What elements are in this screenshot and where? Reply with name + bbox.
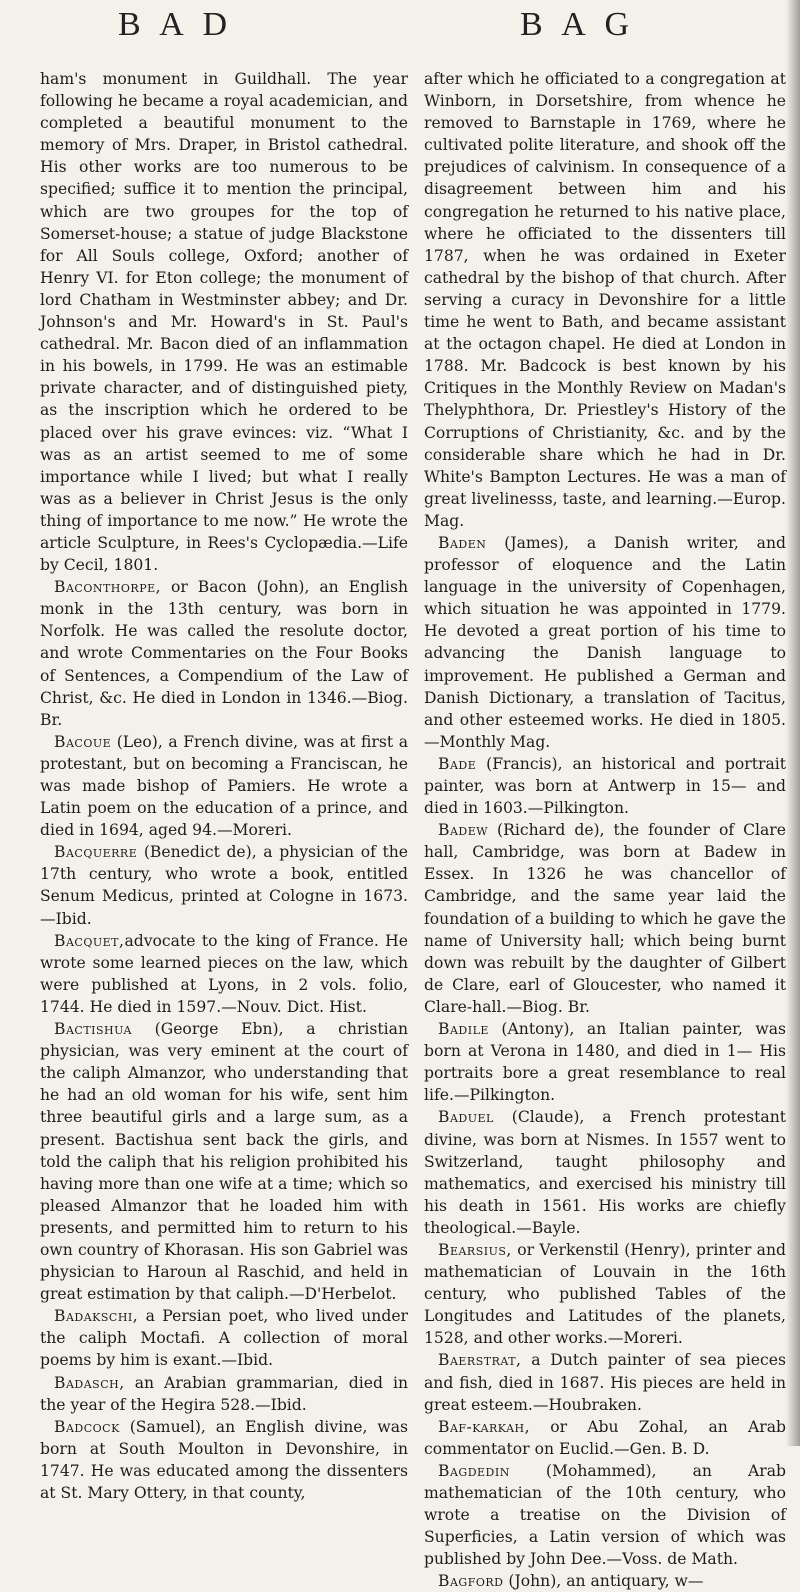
entry-text: (Antony), an Italian painter, was born at Verona in 1480, and died in 1— His portraits bore a great resemblance to real life.—Pilkington. bbox=[424, 1020, 786, 1105]
entry-headword: Bagford bbox=[438, 1572, 504, 1591]
entry-headword: Bagdedin bbox=[438, 1461, 510, 1480]
entry-text: (John), an antiquary, w— bbox=[503, 1572, 704, 1591]
dictionary-entry bbox=[40, 1018, 408, 1305]
entry-headword: Baerstrat, bbox=[438, 1351, 522, 1370]
entry-headword: Badile bbox=[438, 1020, 489, 1039]
entry-headword: Baconthorpe, bbox=[54, 578, 162, 597]
left-column bbox=[40, 68, 408, 1504]
entry-text: a Dutch painter of sea pieces and fish, died in 1687. His pieces are held in great esteem.—Houbraken. bbox=[424, 1351, 786, 1414]
entry-text: (Richard de), the founder of Clare hall, Cambridge, was born at Badew in Essex. In 1326 he was chancellor of Cambridge, and the same year laid the foundation of a building to which he gave the name of University hall; which being burnt down was rebuilt by the daughter of Gilbert de Clare, earl of Gloucester, who named it Clare-hall.—Biog. Br. bbox=[424, 821, 786, 1016]
entry-text: ham's monument in Guildhall. The year following he became a royal academician, and completed a beautiful monument to the memory of Mrs. Draper, in Bristol cathedral. His other works are too numerous to be specified; suffice it to mention the principal, which are two groupes for the top of Somerset-house; a statue of judge Blackstone for All Souls college, Oxford; another of Henry VI. for Eton college; the monument of lord Chatham in Westminster abbey; and Dr. Johnson's and Mr. Howard's in St. Paul's cathedral. Mr. Bacon died of an inflammation in his bowels, in 1799. He was an estimable private character, and of distinguished piety, as the inscription which he ordered to be placed over his grave evinces: viz. “What I was as an artist seemed to me of some importance while I lived; but what I really was as a believer in Christ Jesus is the only thing of importance to me now.” He wrote the article Sculpture, in Rees's Cyclopædia.—Life by Cecil, 1801. bbox=[40, 70, 408, 575]
dictionary-entry bbox=[40, 1372, 408, 1416]
entry-text: or Bacon (John), an English monk in the 13th century, was born in Norfolk. He was called the resolute doctor, and wrote Commentaries on the Four Books of Sentences, a Compendium of the Law of Christ, &c. He died in London in 1346.—Biog. Br. bbox=[40, 578, 408, 729]
running-head bbox=[0, 6, 800, 58]
entry-text: (Leo), a French divine, was at first a protestant, but on becoming a Franciscan, he was made bishop of Pamiers. He wrote a Latin poem on the education of a prince, and died in 1694, aged 94.—Moreri. bbox=[40, 732, 408, 840]
dictionary-entry bbox=[424, 1106, 786, 1239]
entry-headword: Badasch, bbox=[54, 1373, 125, 1392]
dictionary-entry bbox=[40, 930, 408, 1018]
entry-headword: Baf-karkah, bbox=[438, 1417, 531, 1436]
dictionary-entry bbox=[424, 1570, 786, 1592]
dictionary-entry bbox=[40, 1305, 408, 1371]
dictionary-entry bbox=[424, 753, 786, 819]
entry-headword: Bacoue bbox=[54, 732, 112, 751]
dictionary-entry bbox=[424, 819, 786, 1018]
entry-headword: Badakschi, bbox=[54, 1307, 139, 1326]
entry-text: advocate to the king of France. He wrote some learned pieces on the law, which were published at Lyons, in 2 vols. folio, 1744. He died in 1597.—Nouv. Dict. Hist. bbox=[40, 931, 408, 1016]
right-column bbox=[424, 68, 786, 1592]
dictionary-entry bbox=[40, 841, 408, 929]
entry-headword: Bacquerre bbox=[54, 843, 138, 862]
entry-text: an Arabian grammarian, died in the year of the Hegira 528.—Ibid. bbox=[40, 1373, 408, 1414]
running-head-left: B A D bbox=[118, 6, 234, 43]
entry-headword: Bacquet, bbox=[54, 931, 125, 950]
entry-headword: Baduel bbox=[438, 1108, 494, 1127]
running-head-right: B A G bbox=[520, 6, 636, 43]
entry-text: (Samuel), an English divine, was born at South Moulton in Devonshire, in 1747. He was educated among the dissenters at St. Mary Ottery, in that county, bbox=[40, 1417, 408, 1502]
entry-text: or Abu Zohal, an Arab commentator on Euclid.—Gen. B. D. bbox=[424, 1417, 786, 1458]
entry-text: (Francis), an historical and portrait painter, was born at Antwerp in 15— and died in 1603.—Pilkington. bbox=[424, 754, 786, 818]
entry-text: or Verkenstil (Henry), printer and mathematician of Louvain in the 16th century, who published Tables of the Longitudes and Latitudes of the planets, 1528, and other works.—Moreri. bbox=[424, 1240, 786, 1348]
dictionary-entry bbox=[424, 68, 786, 532]
entry-text: (Benedict de), a physician of the 17th century, who wrote a book, entitled Senum Medicus, printed at Cologne in 1673.—Ibid. bbox=[40, 843, 408, 928]
entry-headword: Badcock bbox=[54, 1417, 120, 1436]
dictionary-entry bbox=[424, 1416, 786, 1460]
entry-text: a Persian poet, who lived under the caliph Moctafi. A collection of moral poems by him is exant.—Ibid. bbox=[40, 1307, 408, 1370]
entry-headword: Bactishua bbox=[54, 1020, 133, 1039]
entry-text: (Claude), a French protestant divine, was born at Nismes. In 1557 went to Switzerland, taught philosophy and mathematics, and exercised his ministry till his death in 1561. His works are chiefly theological.—Bayle. bbox=[424, 1108, 786, 1237]
entry-text: (James), a Danish writer, and professor of eloquence and the Latin language in the university of Copenhagen, which situation he was appointed in 1779. He devoted a great portion of his time to advancing the Danish language to improvement. He published a German and Danish Dictionary, a translation of Tacitus, and other esteemed works. He died in 1805.—Monthly Mag. bbox=[424, 533, 786, 751]
dictionary-entry bbox=[40, 731, 408, 841]
entry-headword: Badew bbox=[438, 821, 489, 840]
dictionary-entry bbox=[424, 1460, 786, 1570]
entry-text: (George Ebn), a christian physician, was very eminent at the court of the caliph Almanzor, who understanding that he had an old woman for his wife, sent him three beautiful girls and a large sum, as a present. Bactishua sent back the girls, and told the caliph that his religion prohibited his having more than one wife at a time; which so pleased Almanzor that he loaded him with presents, and permitted him to return to his own country of Khorasan. His son Gabriel was physician to Haroun al Raschid, and held in great estimation by that caliph.—D'Herbelot. bbox=[40, 1020, 408, 1304]
dictionary-entry bbox=[424, 1349, 786, 1415]
entry-headword: Bade bbox=[438, 754, 477, 773]
entry-text: (Mohammed), an Arab mathematician of the 10th century, who wrote a treatise on the Division of Superficies, a Latin version of which was published by John Dee.—Voss. de Math. bbox=[424, 1461, 786, 1569]
dictionary-entry bbox=[424, 532, 786, 753]
page-edge-shadow bbox=[786, 0, 800, 1446]
entry-headword: Baden bbox=[438, 533, 487, 552]
dictionary-entry bbox=[424, 1239, 786, 1349]
dictionary-entry bbox=[40, 576, 408, 731]
entry-text: after which he officiated to a congregation at Winborn, in Dorsetshire, from whence he removed to Barnstaple in 1769, where he cultivated polite literature, and shook off the prejudices of calvinism. In consequence of a disagreement between him and his congregation he returned to his native place, where he officiated to the dissenters till 1787, when he was ordained in Exeter cathedral by the bishop of that church. After serving a curacy in Devonshire for a little time he went to Bath, and became assistant at the octagon chapel. He died at London in 1788. Mr. Badcock is best known by his Critiques in the Monthly Review on Madan's Thelyphthora, Dr. Priestley's History of the Corruptions of Christianity, &c. and by the considerable share which he had in Dr. White's Bampton Lectures. He was a man of great livelinesss, taste, and learning.—Europ. Mag. bbox=[424, 70, 786, 530]
dictionary-entry bbox=[40, 1416, 408, 1504]
entry-headword: Bearsius, bbox=[438, 1240, 512, 1259]
dictionary-entry bbox=[40, 68, 408, 576]
dictionary-entry bbox=[424, 1018, 786, 1106]
